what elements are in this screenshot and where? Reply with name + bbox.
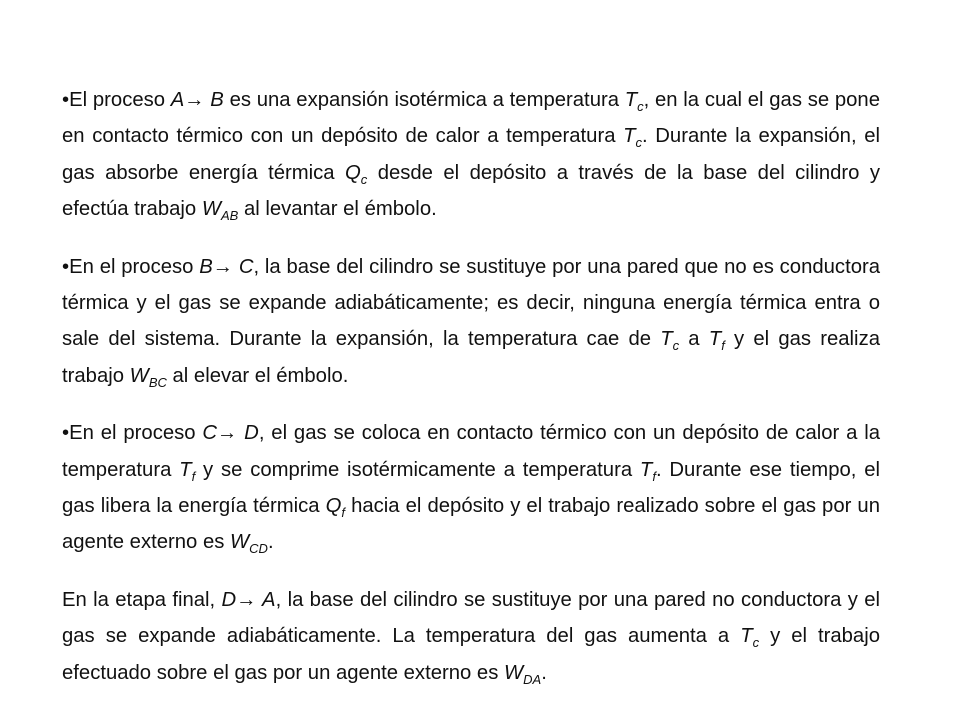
symbol-a: A (256, 588, 276, 611)
symbol-d: D (237, 422, 259, 445)
subscript-f: f (191, 468, 196, 484)
text: En el proceso (69, 422, 203, 445)
symbol-d: D (221, 588, 237, 611)
symbol-a: A (170, 89, 185, 111)
text: a (679, 328, 709, 351)
subscript-f: f (341, 505, 346, 521)
arrow-icon: → (212, 255, 234, 278)
paragraph-process-d-a (62, 582, 880, 691)
arrow-icon: → (236, 588, 257, 611)
bullet: • (62, 89, 70, 111)
text: . Durante la expansión, el gas absorbe energía térmica (62, 125, 880, 184)
text: y el gas realiza trabajo (62, 328, 880, 387)
text: , la base del cilindro se sustituye por una pared no conductora y el gas se expande adiabáticamente. La temperatura del gas aumenta a (62, 588, 880, 648)
symbol-w: W (230, 531, 250, 554)
symbol-t: T (624, 89, 638, 111)
symbol-t: T (623, 125, 636, 148)
text: , el gas se coloca en contacto térmico con un depósito de calor a la temperatura (62, 422, 881, 481)
text: En la etapa final, (62, 588, 222, 611)
symbol-c: C (233, 255, 254, 278)
text: al levantar el émbolo. (238, 198, 437, 221)
text: es una expansión isotérmica a temperatura (223, 89, 625, 111)
symbol-c: C (202, 422, 218, 445)
slide-content (62, 82, 880, 712)
subscript-ab: AB (220, 208, 239, 224)
arrow-icon: → (217, 422, 238, 445)
symbol-t: T (639, 458, 653, 481)
paragraph-process-b-c (62, 249, 880, 395)
symbol-t: T (179, 458, 192, 481)
subscript-c: c (672, 338, 680, 354)
paragraph-process-a-b (62, 82, 880, 228)
text: hacia el depósito y el trabajo realizado sobre el gas por un agente externo es (62, 495, 880, 554)
text: . (541, 661, 547, 684)
subscript-c: c (752, 635, 760, 651)
text: En el proceso (69, 255, 200, 278)
text: , en la cual el gas se pone en contacto térmico con un depósito de calor a temperatura (62, 89, 880, 148)
subscript-cd: CD (249, 541, 268, 557)
symbol-w: W (129, 364, 149, 387)
symbol-t: T (660, 328, 673, 351)
text: desde el depósito a través de la base del cilindro y efectúa trabajo (62, 161, 880, 221)
symbol-b: B (199, 255, 213, 278)
symbol-t: T (740, 625, 753, 648)
symbol-t: T (708, 328, 722, 351)
text: y el trabajo efectuado sobre el gas por un agente externo es (62, 625, 880, 684)
text: al elevar el émbolo. (166, 364, 349, 387)
subscript-c: c (637, 99, 644, 114)
paragraph-process-c-d (62, 415, 880, 561)
subscript-f: f (721, 338, 725, 354)
symbol-q: Q (344, 161, 361, 184)
bullet: • (62, 422, 70, 445)
subscript-bc: BC (148, 374, 167, 390)
arrow-icon: → (184, 89, 205, 111)
subscript-c: c (360, 171, 368, 187)
text: , la base del cilindro se sustituye por una pared que no es conductora térmica y el gas se expande adiabáticamente; es decir, ninguna energía térmica entra o sale del sistema. Durante la expansión, la temperatura cae de (62, 255, 881, 351)
text: El proceso (69, 89, 171, 111)
symbol-w: W (201, 198, 221, 221)
symbol-b: B (204, 89, 224, 111)
subscript-c: c (635, 135, 643, 151)
text: y se comprime isotérmicamente a temperatura (195, 458, 640, 481)
symbol-w: W (504, 661, 524, 684)
subscript-da: DA (523, 671, 542, 687)
symbol-q: Q (325, 495, 342, 518)
subscript-f: f (652, 468, 656, 484)
text: . Durante ese tiempo, el gas libera la energía térmica (62, 458, 880, 518)
text: . (267, 531, 274, 554)
bullet: • (62, 255, 70, 278)
